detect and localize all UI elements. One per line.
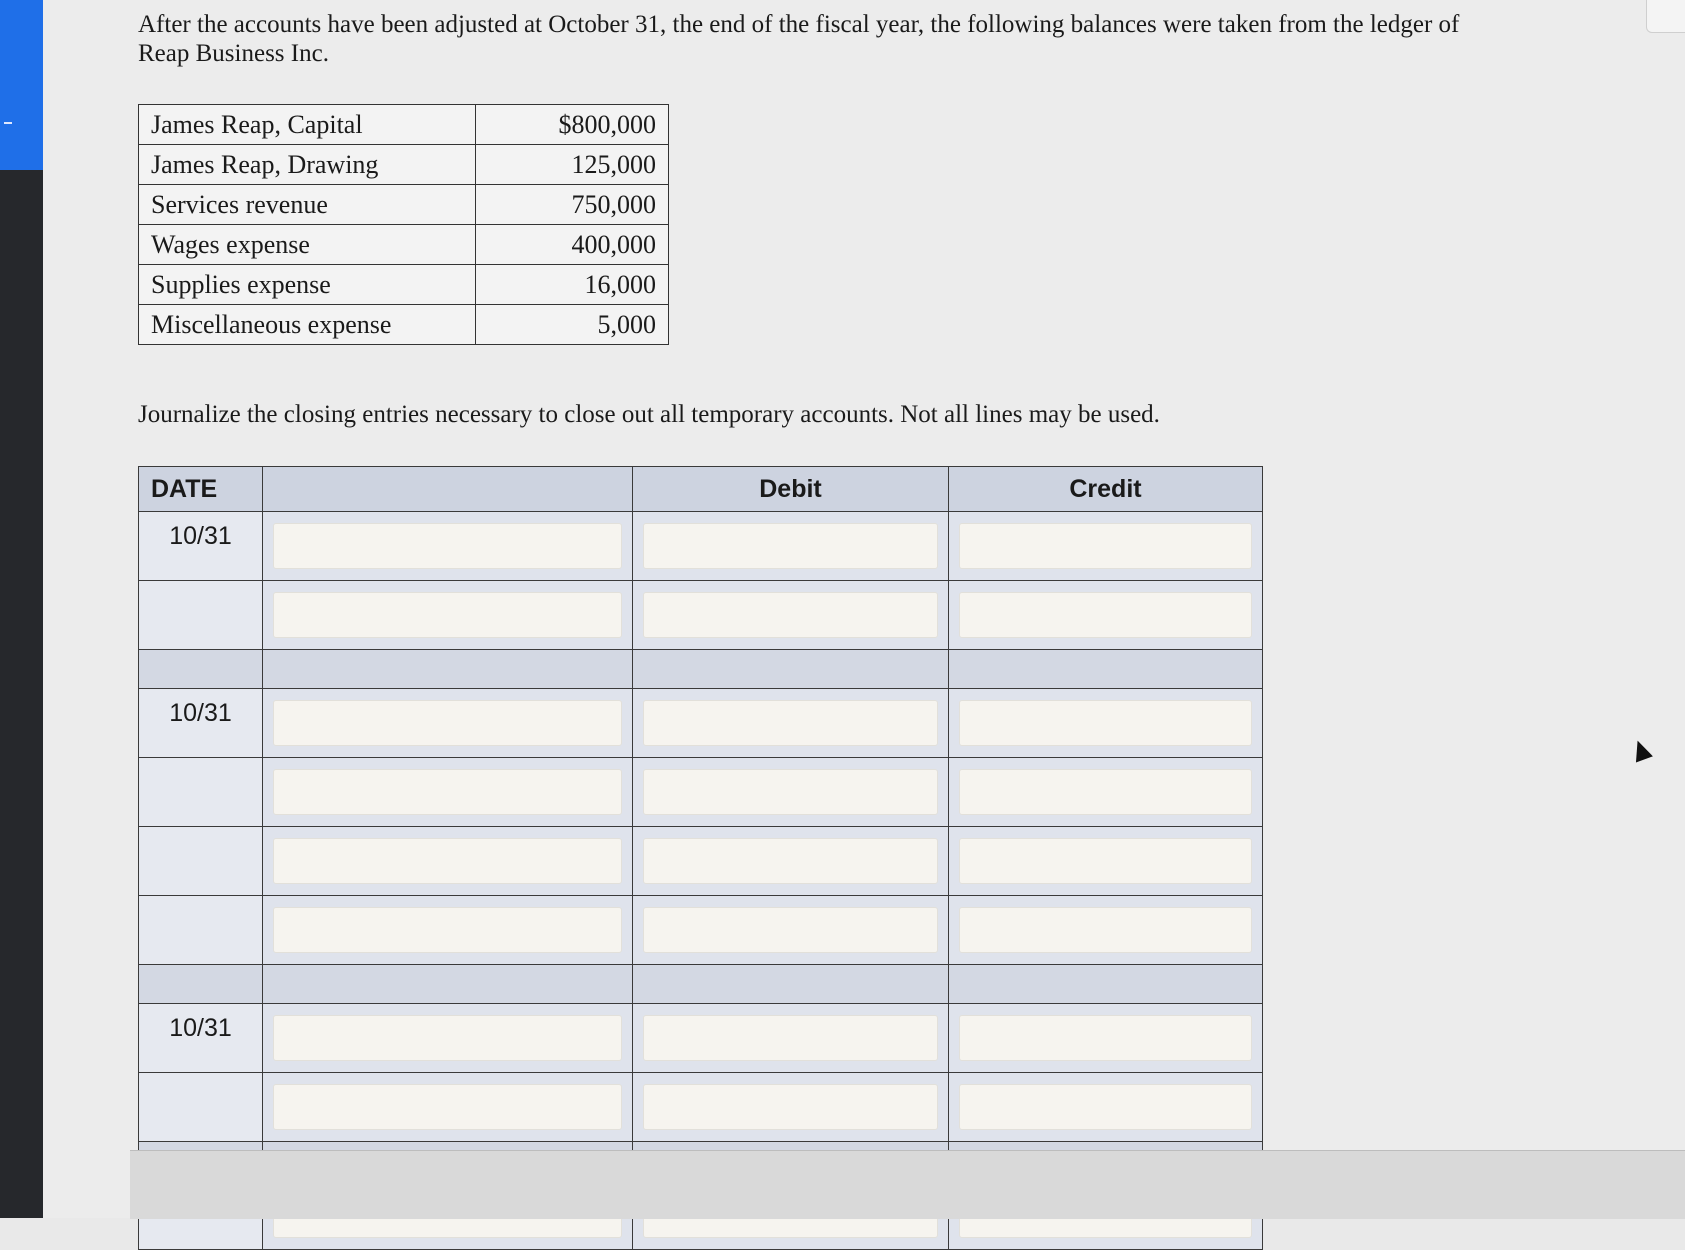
- spacer-cell: [633, 650, 949, 689]
- ledger-amount: $800,000: [476, 105, 669, 145]
- bottom-bar: [130, 1150, 1685, 1219]
- account-input[interactable]: [273, 769, 622, 815]
- account-cell: [263, 581, 633, 650]
- journal-line: [139, 689, 1263, 758]
- credit-cell: [949, 758, 1263, 827]
- debit-input[interactable]: [643, 769, 938, 815]
- ledger-row: [139, 185, 669, 225]
- spacer-cell: [139, 965, 263, 1004]
- debit-input[interactable]: [643, 1015, 938, 1061]
- intro-text: After the accounts have been adjusted at October 31, the end of the fiscal year, the following balances were taken from the ledger of Reap Business Inc.: [138, 11, 1460, 67]
- credit-input[interactable]: [959, 1015, 1252, 1061]
- debit-input[interactable]: [643, 838, 938, 884]
- account-input[interactable]: [273, 1084, 622, 1130]
- entry-spacer-row: [139, 650, 1263, 689]
- debit-input[interactable]: [643, 700, 938, 746]
- journal-line: [139, 827, 1263, 896]
- ledger-row: [139, 145, 669, 185]
- ledger-amount: 750,000: [476, 185, 669, 225]
- credit-input[interactable]: [959, 592, 1252, 638]
- entry-spacer-row: [139, 965, 1263, 1004]
- journal-line: [139, 512, 1263, 581]
- ledger-account: James Reap, Capital: [139, 105, 476, 145]
- account-cell: [263, 1004, 633, 1073]
- debit-input[interactable]: [643, 907, 938, 953]
- spacer-cell: [263, 965, 633, 1004]
- debit-cell: [633, 512, 949, 581]
- spacer-cell: [633, 965, 949, 1004]
- journal-line: [139, 1004, 1263, 1073]
- ledger-account: Wages expense: [139, 225, 476, 265]
- journal-line: [139, 896, 1263, 965]
- date-cell: [139, 581, 263, 650]
- corner-button[interactable]: [1646, 0, 1685, 33]
- credit-cell: [949, 581, 1263, 650]
- debit-cell: [633, 896, 949, 965]
- account-input[interactable]: [273, 592, 622, 638]
- ledger-row: [139, 105, 669, 145]
- ledger-row: [139, 265, 669, 305]
- ledger-account: Services revenue: [139, 185, 476, 225]
- credit-cell: [949, 1073, 1263, 1142]
- account-input[interactable]: [273, 700, 622, 746]
- spacer-cell: [949, 650, 1263, 689]
- ledger-row: [139, 225, 669, 265]
- journal-line: [139, 1073, 1263, 1142]
- account-cell: [263, 1073, 633, 1142]
- credit-cell: [949, 689, 1263, 758]
- ledger-account: Miscellaneous expense: [139, 305, 476, 345]
- date-header: DATE: [139, 467, 263, 512]
- credit-header: Credit: [949, 467, 1263, 512]
- credit-input[interactable]: [959, 523, 1252, 569]
- ledger-amount: 16,000: [476, 265, 669, 305]
- debit-cell: [633, 758, 949, 827]
- account-input[interactable]: [273, 523, 622, 569]
- ledger-table: [138, 104, 669, 345]
- credit-input[interactable]: [959, 838, 1252, 884]
- tab-indicator: [4, 122, 12, 124]
- credit-input[interactable]: [959, 700, 1252, 746]
- account-cell: [263, 896, 633, 965]
- credit-cell: [949, 1004, 1263, 1073]
- debit-cell: [633, 1073, 949, 1142]
- credit-cell: [949, 896, 1263, 965]
- credit-input[interactable]: [959, 907, 1252, 953]
- journal-header-row: [139, 467, 1263, 512]
- instruction-text: Journalize the closing entries necessary to close out all temporary accounts. Not all lines may be used.: [138, 401, 1160, 428]
- ledger-account: James Reap, Drawing: [139, 145, 476, 185]
- date-cell: 10/31: [139, 1004, 263, 1073]
- account-cell: [263, 758, 633, 827]
- account-input[interactable]: [273, 838, 622, 884]
- credit-input[interactable]: [959, 1084, 1252, 1130]
- ledger-amount: 125,000: [476, 145, 669, 185]
- spacer-cell: [139, 650, 263, 689]
- left-sidebar: [0, 0, 43, 1218]
- credit-cell: [949, 512, 1263, 581]
- debit-cell: [633, 827, 949, 896]
- date-cell: [139, 758, 263, 827]
- spacer-cell: [949, 965, 1263, 1004]
- journal-form: [138, 466, 1308, 1186]
- credit-cell: [949, 827, 1263, 896]
- date-cell: [139, 827, 263, 896]
- debit-cell: [633, 689, 949, 758]
- ledger-row: [139, 305, 669, 345]
- account-input[interactable]: [273, 907, 622, 953]
- date-cell: 10/31: [139, 689, 263, 758]
- account-header: [263, 467, 633, 512]
- date-cell: 10/31: [139, 512, 263, 581]
- account-cell: [263, 512, 633, 581]
- debit-cell: [633, 1004, 949, 1073]
- journal-table: [138, 466, 1263, 1250]
- debit-cell: [633, 581, 949, 650]
- debit-input[interactable]: [643, 1084, 938, 1130]
- debit-input[interactable]: [643, 523, 938, 569]
- date-cell: [139, 1073, 263, 1142]
- spacer-cell: [263, 650, 633, 689]
- debit-input[interactable]: [643, 592, 938, 638]
- ledger-amount: 400,000: [476, 225, 669, 265]
- account-cell: [263, 827, 633, 896]
- debit-header: Debit: [633, 467, 949, 512]
- ledger-account: Supplies expense: [139, 265, 476, 305]
- sidebar-active-tab[interactable]: [0, 0, 43, 170]
- journal-line: [139, 581, 1263, 650]
- date-cell: [139, 896, 263, 965]
- credit-input[interactable]: [959, 769, 1252, 815]
- account-cell: [263, 689, 633, 758]
- journal-line: [139, 758, 1263, 827]
- ledger-amount: 5,000: [476, 305, 669, 345]
- account-input[interactable]: [273, 1015, 622, 1061]
